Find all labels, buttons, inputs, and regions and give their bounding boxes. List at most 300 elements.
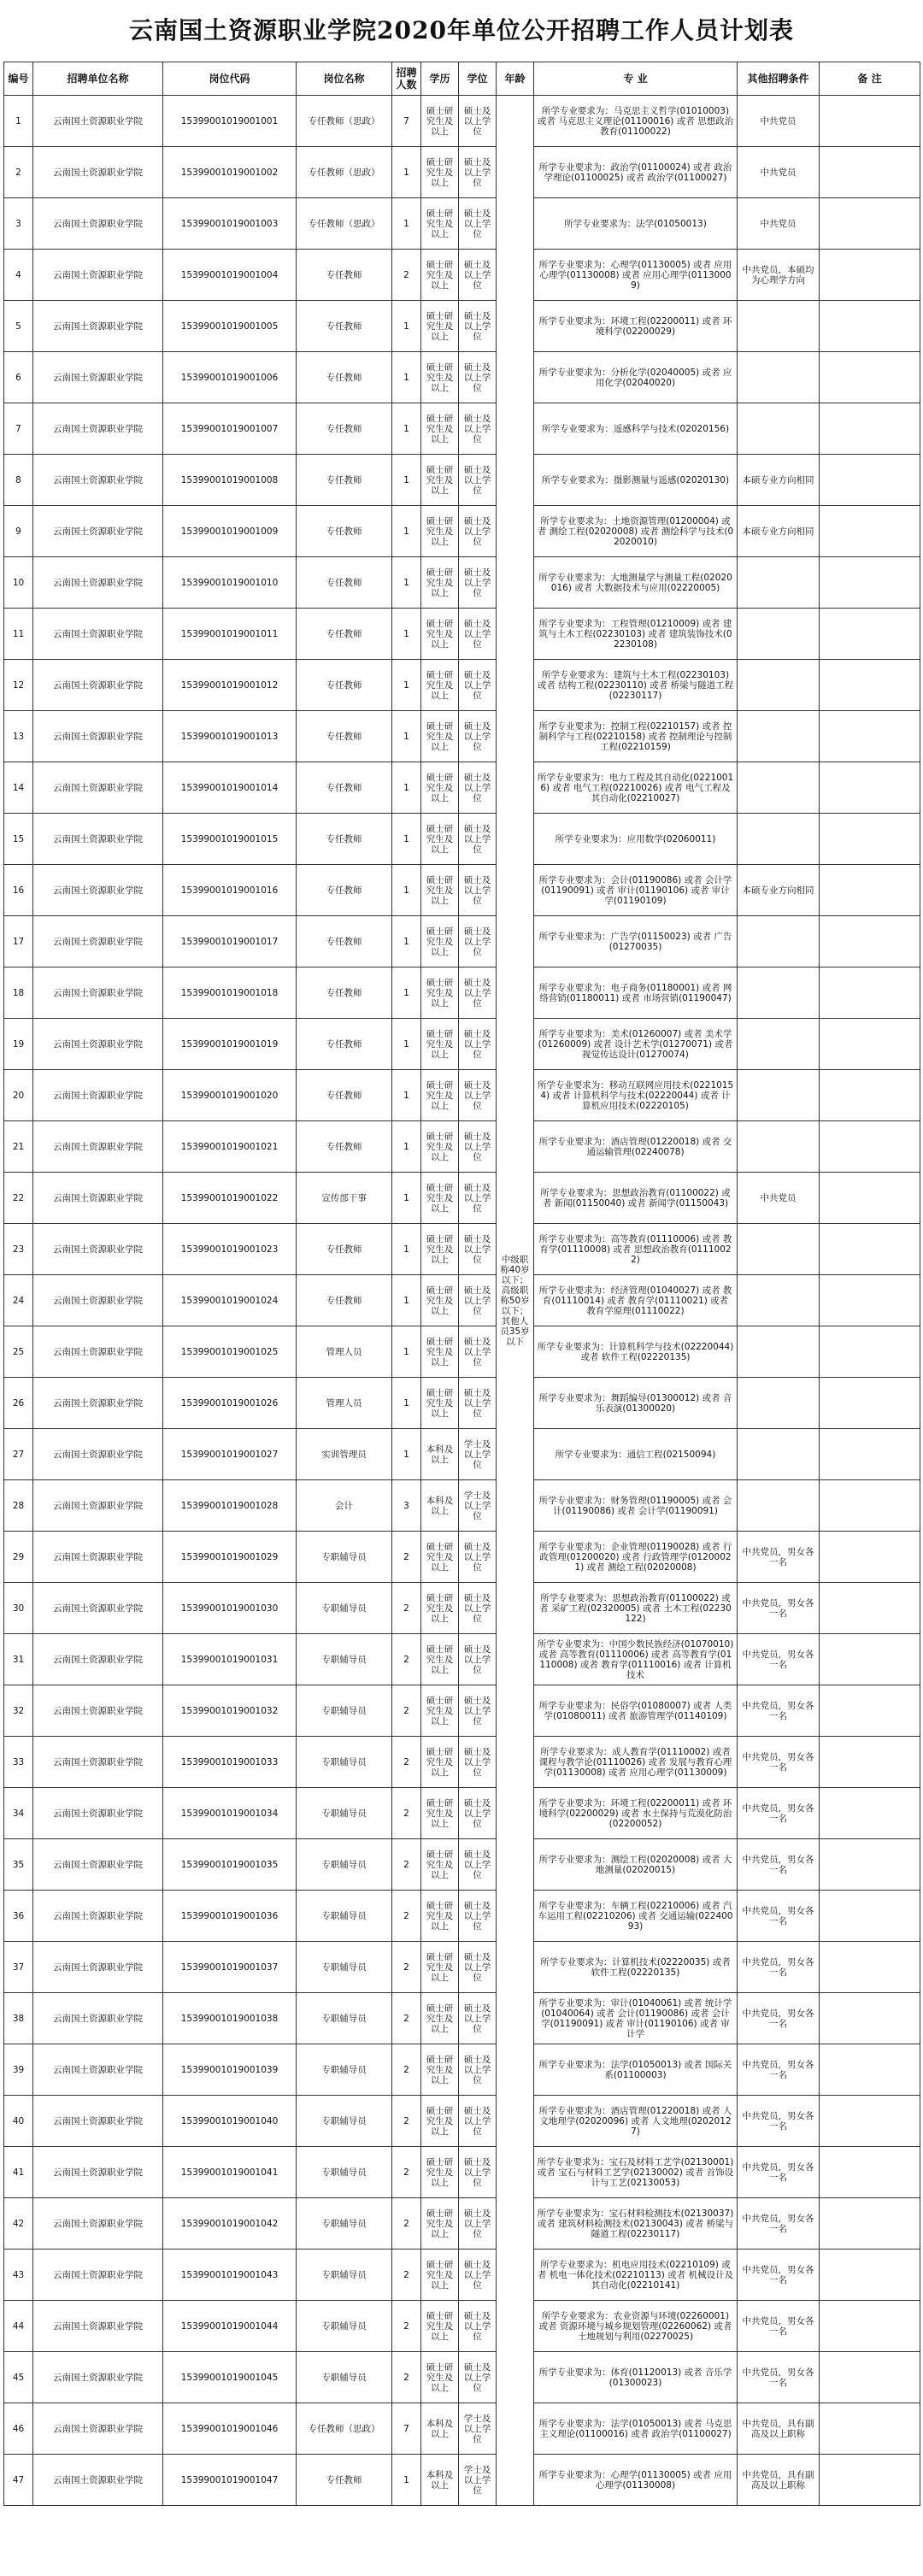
major-requirement: 所学专业要求为：思想政治教育(01100022) 或者 新闻(01150040) 或者 新闻学(01150043) <box>534 1173 738 1224</box>
post-name: 会计 <box>297 1480 392 1532</box>
education: 硕士研究生及以上 <box>421 762 459 814</box>
headcount: 1 <box>392 916 421 967</box>
other-conditions <box>738 352 820 403</box>
remarks <box>820 1737 920 1788</box>
headcount: 2 <box>392 2301 421 2352</box>
remarks <box>820 2147 920 2198</box>
major-requirement: 所学专业要求为：遥感科学与技术(02020156) <box>534 403 738 455</box>
row-number: 1 <box>4 96 33 147</box>
education: 硕士研究生及以上 <box>421 814 459 865</box>
headcount: 1 <box>392 814 421 865</box>
remarks <box>820 1121 920 1173</box>
table-row <box>4 1788 920 1839</box>
post-name: 专任教师 <box>297 557 392 609</box>
headcount: 2 <box>392 1583 421 1634</box>
row-number: 22 <box>4 1173 33 1224</box>
major-requirement: 所学专业要求为：心理学(01130005) 或者 应用心理学(01130008) <box>534 2455 738 2506</box>
post-code: 15399001019001012 <box>163 660 297 711</box>
row-number: 29 <box>4 1532 33 1583</box>
education: 硕士研究生及以上 <box>421 1326 459 1378</box>
row-number: 26 <box>4 1378 33 1429</box>
headcount: 2 <box>392 2352 421 2403</box>
row-number: 25 <box>4 1326 33 1378</box>
row-number: 24 <box>4 1275 33 1326</box>
table-row <box>4 1275 920 1326</box>
headcount: 2 <box>392 2096 421 2147</box>
remarks <box>820 2250 920 2301</box>
other-conditions: 中共党员，男女各一名 <box>738 2096 820 2147</box>
remarks <box>820 916 920 967</box>
remarks <box>820 557 920 609</box>
post-code: 15399001019001002 <box>163 147 297 198</box>
row-number: 21 <box>4 1121 33 1173</box>
major-requirement: 所学专业要求为：测绘工程(02020008) 或者 大地测量(02020015) <box>534 1839 738 1891</box>
major-requirement: 所学专业要求为：计算机科学与技术(02220044) 或者 软件工程(02220135) <box>534 1326 738 1378</box>
post-name: 专任教师 <box>297 916 392 967</box>
row-number: 28 <box>4 1480 33 1532</box>
other-conditions: 中共党员，具有副高及以上职称 <box>738 2403 820 2455</box>
other-conditions: 中共党员，男女各一名 <box>738 1685 820 1737</box>
remarks <box>820 865 920 916</box>
header-no: 编号 <box>4 62 33 96</box>
education: 硕士研究生及以上 <box>421 2096 459 2147</box>
row-number: 2 <box>4 147 33 198</box>
degree: 硕士及以上学位 <box>459 1070 497 1121</box>
remarks <box>820 1019 920 1070</box>
row-number: 11 <box>4 609 33 660</box>
degree: 硕士及以上学位 <box>459 2044 497 2096</box>
remarks <box>820 711 920 762</box>
post-code: 15399001019001037 <box>163 1942 297 1993</box>
degree: 硕士及以上学位 <box>459 1685 497 1737</box>
degree: 硕士及以上学位 <box>459 1737 497 1788</box>
table-row <box>4 147 920 198</box>
education: 硕士研究生及以上 <box>421 660 459 711</box>
degree: 硕士及以上学位 <box>459 1583 497 1634</box>
other-conditions <box>738 762 820 814</box>
post-code: 15399001019001019 <box>163 1019 297 1070</box>
headcount: 1 <box>392 1224 421 1275</box>
row-number: 46 <box>4 2403 33 2455</box>
post-code: 15399001019001001 <box>163 96 297 147</box>
education: 硕士研究生及以上 <box>421 352 459 403</box>
other-conditions <box>738 557 820 609</box>
headcount: 2 <box>392 1839 421 1891</box>
post-name: 专任教师 <box>297 301 392 352</box>
remarks <box>820 1173 920 1224</box>
post-code: 15399001019001015 <box>163 814 297 865</box>
education: 硕士研究生及以上 <box>421 916 459 967</box>
row-number: 18 <box>4 967 33 1019</box>
post-code: 15399001019001006 <box>163 352 297 403</box>
major-requirement: 所学专业要求为：法学(01050013) 或者 国际关系(01100003) <box>534 2044 738 2096</box>
unit-name: 云南国土资源职业学院 <box>33 2403 163 2455</box>
remarks <box>820 1891 920 1942</box>
other-conditions <box>738 301 820 352</box>
remarks <box>820 403 920 455</box>
row-number: 3 <box>4 198 33 250</box>
table-row <box>4 2455 920 2506</box>
header-row <box>4 62 920 96</box>
post-code: 15399001019001045 <box>163 2352 297 2403</box>
remarks <box>820 609 920 660</box>
post-name: 专职辅导员 <box>297 2352 392 2403</box>
headcount: 1 <box>392 557 421 609</box>
post-name: 专职辅导员 <box>297 1634 392 1685</box>
row-number: 19 <box>4 1019 33 1070</box>
post-name: 专职辅导员 <box>297 1583 392 1634</box>
table-row <box>4 198 920 250</box>
headcount: 1 <box>392 403 421 455</box>
post-code: 15399001019001027 <box>163 1429 297 1480</box>
degree: 硕士及以上学位 <box>459 967 497 1019</box>
other-conditions: 中共党员，男女各一名 <box>738 1634 820 1685</box>
other-conditions <box>738 1070 820 1121</box>
headcount: 2 <box>392 2147 421 2198</box>
major-requirement: 所学专业要求为：美术(01260007) 或者 美术学(01260009) 或者 设计艺术学(01270071) 或者 视觉传达设计(01270074) <box>534 1019 738 1070</box>
major-requirement: 所学专业要求为：马克思主义哲学(01010003) 或者 马克思主义理论(01100016) 或者 思想政治教育(01100022) <box>534 96 738 147</box>
major-requirement: 所学专业要求为：会计(01190086) 或者 会计学(01190091) 或者 审计(01190106) 或者 审计学(01190109) <box>534 865 738 916</box>
post-code: 15399001019001033 <box>163 1737 297 1788</box>
degree: 硕士及以上学位 <box>459 147 497 198</box>
other-conditions <box>738 609 820 660</box>
post-name: 专职辅导员 <box>297 1993 392 2044</box>
major-requirement: 所学专业要求为：控制工程(02210157) 或者 控制科学与工程(02210158) 或者 控制理论与控制工程(02210159) <box>534 711 738 762</box>
post-code: 15399001019001042 <box>163 2198 297 2250</box>
table-row <box>4 1326 920 1378</box>
other-conditions: 中共党员 <box>738 1173 820 1224</box>
row-number: 17 <box>4 916 33 967</box>
unit-name: 云南国土资源职业学院 <box>33 1224 163 1275</box>
other-conditions <box>738 711 820 762</box>
education: 硕士研究生及以上 <box>421 1891 459 1942</box>
post-code: 15399001019001023 <box>163 1224 297 1275</box>
table-row <box>4 609 920 660</box>
headcount: 1 <box>392 1019 421 1070</box>
other-conditions <box>738 660 820 711</box>
post-name: 专任教师 <box>297 1275 392 1326</box>
row-number: 30 <box>4 1583 33 1634</box>
post-code: 15399001019001013 <box>163 711 297 762</box>
other-conditions <box>738 1326 820 1378</box>
remarks <box>820 2403 920 2455</box>
post-name: 专任教师 <box>297 967 392 1019</box>
headcount: 1 <box>392 762 421 814</box>
post-name: 专任教师（思政） <box>297 96 392 147</box>
degree: 硕士及以上学位 <box>459 1173 497 1224</box>
major-requirement: 所学专业要求为：体育(01120013) 或者 音乐学(01300023) <box>534 2352 738 2403</box>
other-conditions: 中共党员，男女各一名 <box>738 2250 820 2301</box>
table-row <box>4 2301 920 2352</box>
other-conditions: 中共党员，男女各一名 <box>738 1839 820 1891</box>
major-requirement: 所学专业要求为：心理学(01130005) 或者 应用心理学(01130008) 或者 应用心理学(01130009) <box>534 250 738 301</box>
degree: 学士及以上学位 <box>459 2455 497 2506</box>
degree: 硕士及以上学位 <box>459 301 497 352</box>
unit-name: 云南国土资源职业学院 <box>33 2147 163 2198</box>
row-number: 34 <box>4 1788 33 1839</box>
table-row <box>4 865 920 916</box>
header-count: 招聘人数 <box>392 62 421 96</box>
page-title: 云南国土资源职业学院2020年单位公开招聘工作人员计划表 <box>129 16 794 44</box>
headcount: 2 <box>392 2198 421 2250</box>
education: 硕士研究生及以上 <box>421 2198 459 2250</box>
major-requirement: 所学专业要求为：财务管理(01190005) 或者 会计(01190086) 或者 会计学(01190091) <box>534 1480 738 1532</box>
row-number: 44 <box>4 2301 33 2352</box>
row-number: 33 <box>4 1737 33 1788</box>
unit-name: 云南国土资源职业学院 <box>33 1378 163 1429</box>
headcount: 1 <box>392 609 421 660</box>
row-number: 39 <box>4 2044 33 2096</box>
headcount: 1 <box>392 1378 421 1429</box>
row-number: 27 <box>4 1429 33 1480</box>
degree: 硕士及以上学位 <box>459 2198 497 2250</box>
remarks <box>820 1326 920 1378</box>
headcount: 2 <box>392 1685 421 1737</box>
education: 硕士研究生及以上 <box>421 455 459 506</box>
post-name: 专任教师 <box>297 814 392 865</box>
major-requirement: 所学专业要求为：分析化学(02040005) 或者 应用化学(02040020) <box>534 352 738 403</box>
table-row <box>4 1224 920 1275</box>
post-code: 15399001019001028 <box>163 1480 297 1532</box>
headcount: 2 <box>392 1737 421 1788</box>
other-conditions: 中共党员，男女各一名 <box>738 1788 820 1839</box>
other-conditions: 中共党员，男女各一名 <box>738 1891 820 1942</box>
major-requirement: 所学专业要求为：宝石材料检测技术(02130037) 或者 建筑材料检测技术(02130043) 或者 桥梁与隧道工程(02230117) <box>534 2198 738 2250</box>
post-code: 15399001019001029 <box>163 1532 297 1583</box>
row-number: 42 <box>4 2198 33 2250</box>
major-requirement: 所学专业要求为：大地测量学与测量工程(02020016) 或者 大数据技术与应用(02220005) <box>534 557 738 609</box>
other-conditions <box>738 1480 820 1532</box>
table-row <box>4 1942 920 1993</box>
degree: 硕士及以上学位 <box>459 506 497 557</box>
remarks <box>820 455 920 506</box>
education: 硕士研究生及以上 <box>421 1583 459 1634</box>
post-name: 专任教师 <box>297 455 392 506</box>
education: 硕士研究生及以上 <box>421 403 459 455</box>
remarks <box>820 352 920 403</box>
post-code: 15399001019001014 <box>163 762 297 814</box>
degree: 硕士及以上学位 <box>459 1788 497 1839</box>
table-body <box>4 96 920 2506</box>
other-conditions: 中共党员，男女各一名 <box>738 1993 820 2044</box>
post-name: 管理人员 <box>297 1378 392 1429</box>
post-name: 专任教师 <box>297 1019 392 1070</box>
other-conditions: 中共党员，本硕均为心理学方向 <box>738 250 820 301</box>
other-conditions <box>738 916 820 967</box>
other-conditions: 中共党员，男女各一名 <box>738 1532 820 1583</box>
remarks <box>820 1583 920 1634</box>
unit-name: 云南国土资源职业学院 <box>33 2044 163 2096</box>
headcount: 1 <box>392 865 421 916</box>
post-code: 15399001019001003 <box>163 198 297 250</box>
unit-name: 云南国土资源职业学院 <box>33 1583 163 1634</box>
unit-name: 云南国土资源职业学院 <box>33 2198 163 2250</box>
headcount: 2 <box>392 1532 421 1583</box>
unit-name: 云南国土资源职业学院 <box>33 96 163 147</box>
remarks <box>820 967 920 1019</box>
other-conditions: 中共党员，具有副高及以上职称 <box>738 2455 820 2506</box>
unit-name: 云南国土资源职业学院 <box>33 1019 163 1070</box>
table-row <box>4 2096 920 2147</box>
education: 硕士研究生及以上 <box>421 2352 459 2403</box>
degree: 硕士及以上学位 <box>459 455 497 506</box>
post-code: 15399001019001025 <box>163 1326 297 1378</box>
table-row <box>4 1070 920 1121</box>
table-row <box>4 557 920 609</box>
degree: 硕士及以上学位 <box>459 352 497 403</box>
major-requirement: 所学专业要求为：舞蹈编导(01300012) 或者 音乐表演(01300020) <box>534 1378 738 1429</box>
education: 硕士研究生及以上 <box>421 1839 459 1891</box>
remarks <box>820 1224 920 1275</box>
degree: 硕士及以上学位 <box>459 1378 497 1429</box>
degree: 硕士及以上学位 <box>459 1532 497 1583</box>
post-name: 专职辅导员 <box>297 1685 392 1737</box>
headcount: 2 <box>392 1993 421 2044</box>
education: 硕士研究生及以上 <box>421 1788 459 1839</box>
other-conditions: 本硕专业方向相同 <box>738 506 820 557</box>
education: 硕士研究生及以上 <box>421 1993 459 2044</box>
education: 硕士研究生及以上 <box>421 609 459 660</box>
post-name: 专职辅导员 <box>297 1942 392 1993</box>
unit-name: 云南国土资源职业学院 <box>33 1532 163 1583</box>
row-number: 47 <box>4 2455 33 2506</box>
table-row <box>4 762 920 814</box>
unit-name: 云南国土资源职业学院 <box>33 147 163 198</box>
row-number: 41 <box>4 2147 33 2198</box>
post-name: 专职辅导员 <box>297 1839 392 1891</box>
degree: 硕士及以上学位 <box>459 1942 497 1993</box>
headcount: 1 <box>392 1070 421 1121</box>
education: 硕士研究生及以上 <box>421 1070 459 1121</box>
remarks <box>820 2455 920 2506</box>
major-requirement: 所学专业要求为：政治学(01100024) 或者 政治学理论(01100025) 或者 政治学(01100027) <box>534 147 738 198</box>
major-requirement: 所学专业要求为：中国少数民族经济(01070010) 或者 高等教育(01110006) 或者 高等教育学(01110008) 或者 教育学(01110016) 或者 计算机技术 <box>534 1634 738 1685</box>
education: 硕士研究生及以上 <box>421 250 459 301</box>
education: 硕士研究生及以上 <box>421 557 459 609</box>
other-conditions: 中共党员，男女各一名 <box>738 1942 820 1993</box>
remarks <box>820 250 920 301</box>
post-code: 15399001019001047 <box>163 2455 297 2506</box>
headcount: 2 <box>392 2044 421 2096</box>
unit-name: 云南国土资源职业学院 <box>33 711 163 762</box>
post-code: 15399001019001039 <box>163 2044 297 2096</box>
major-requirement: 所学专业要求为：电力工程及其自动化(02210016) 或者 电气工程(02210026) 或者 电气工程及其自动化(02210027) <box>534 762 738 814</box>
other-conditions: 中共党员，男女各一名 <box>738 2198 820 2250</box>
degree: 硕士及以上学位 <box>459 2250 497 2301</box>
row-number: 9 <box>4 506 33 557</box>
post-name: 专任教师 <box>297 352 392 403</box>
degree: 硕士及以上学位 <box>459 1275 497 1326</box>
age-requirement: 中级职称40岁以下；高级职称50岁以下；其他人员35岁以下 <box>497 96 534 2506</box>
post-name: 专职辅导员 <box>297 2301 392 2352</box>
row-number: 8 <box>4 455 33 506</box>
other-conditions: 中共党员，男女各一名 <box>738 2352 820 2403</box>
post-name: 专职辅导员 <box>297 2096 392 2147</box>
table-row <box>4 1891 920 1942</box>
major-requirement: 所学专业要求为：摄影测量与遥感(02020130) <box>534 455 738 506</box>
headcount: 1 <box>392 1121 421 1173</box>
headcount: 1 <box>392 301 421 352</box>
remarks <box>820 1839 920 1891</box>
post-name: 专任教师 <box>297 403 392 455</box>
education: 硕士研究生及以上 <box>421 1634 459 1685</box>
row-number: 5 <box>4 301 33 352</box>
headcount: 2 <box>392 250 421 301</box>
remarks <box>820 1634 920 1685</box>
education: 硕士研究生及以上 <box>421 301 459 352</box>
headcount: 7 <box>392 96 421 147</box>
header-age: 年龄 <box>497 62 534 96</box>
education: 硕士研究生及以上 <box>421 865 459 916</box>
post-name: 专任教师 <box>297 506 392 557</box>
remarks <box>820 1070 920 1121</box>
header-major: 专 业 <box>534 62 738 96</box>
education: 硕士研究生及以上 <box>421 198 459 250</box>
remarks <box>820 2352 920 2403</box>
major-requirement: 所学专业要求为：建筑与土木工程(02230103) 或者 结构工程(02230110) 或者 桥梁与隧道工程(02230117) <box>534 660 738 711</box>
major-requirement: 所学专业要求为：企业管理(01190028) 或者 行政管理(01200020) 或者 行政管理学(01200021) 或者 测绘工程(02020008) <box>534 1532 738 1583</box>
unit-name: 云南国土资源职业学院 <box>33 352 163 403</box>
headcount: 1 <box>392 506 421 557</box>
post-code: 15399001019001026 <box>163 1378 297 1429</box>
remarks <box>820 1942 920 1993</box>
post-name: 专职辅导员 <box>297 1737 392 1788</box>
unit-name: 云南国土资源职业学院 <box>33 660 163 711</box>
table-row <box>4 1583 920 1634</box>
post-code: 15399001019001021 <box>163 1121 297 1173</box>
other-conditions: 中共党员 <box>738 96 820 147</box>
table-row <box>4 1173 920 1224</box>
other-conditions: 本硕专业方向相同 <box>738 865 820 916</box>
table-row <box>4 916 920 967</box>
major-requirement: 所学专业要求为：土地资源管理(01200004) 或者 测绘工程(02020008) 或者 测绘科学与技术(02020010) <box>534 506 738 557</box>
table-row <box>4 1532 920 1583</box>
education: 本科及以上 <box>421 1480 459 1532</box>
major-requirement: 所学专业要求为：高等教育(01110006) 或者 教育学(01110008) 或者 思想政治教育(01110022) <box>534 1224 738 1275</box>
other-conditions <box>738 1275 820 1326</box>
unit-name: 云南国土资源职业学院 <box>33 1173 163 1224</box>
row-number: 32 <box>4 1685 33 1737</box>
headcount: 1 <box>392 352 421 403</box>
remarks <box>820 198 920 250</box>
headcount: 2 <box>392 1634 421 1685</box>
major-requirement: 所学专业要求为：民俗学(01080007) 或者 人类学(01080011) 或者 旅游管理学(01140109) <box>534 1685 738 1737</box>
table-row <box>4 2250 920 2301</box>
education: 硕士研究生及以上 <box>421 2147 459 2198</box>
row-number: 16 <box>4 865 33 916</box>
other-conditions: 中共党员，男女各一名 <box>738 1583 820 1634</box>
post-name: 专任教师 <box>297 660 392 711</box>
header-other: 其他招聘条件 <box>738 62 820 96</box>
post-code: 15399001019001035 <box>163 1839 297 1891</box>
remarks <box>820 1685 920 1737</box>
post-name: 专任教师（思政） <box>297 198 392 250</box>
header-education: 学历 <box>421 62 459 96</box>
table-row <box>4 96 920 147</box>
other-conditions: 中共党员，男女各一名 <box>738 2147 820 2198</box>
degree: 硕士及以上学位 <box>459 1839 497 1891</box>
degree: 硕士及以上学位 <box>459 1224 497 1275</box>
row-number: 14 <box>4 762 33 814</box>
table-row <box>4 1993 920 2044</box>
table-row <box>4 455 920 506</box>
table-row <box>4 1429 920 1480</box>
row-number: 20 <box>4 1070 33 1121</box>
post-code: 15399001019001005 <box>163 301 297 352</box>
degree: 硕士及以上学位 <box>459 660 497 711</box>
table-row <box>4 2044 920 2096</box>
unit-name: 云南国土资源职业学院 <box>33 2301 163 2352</box>
